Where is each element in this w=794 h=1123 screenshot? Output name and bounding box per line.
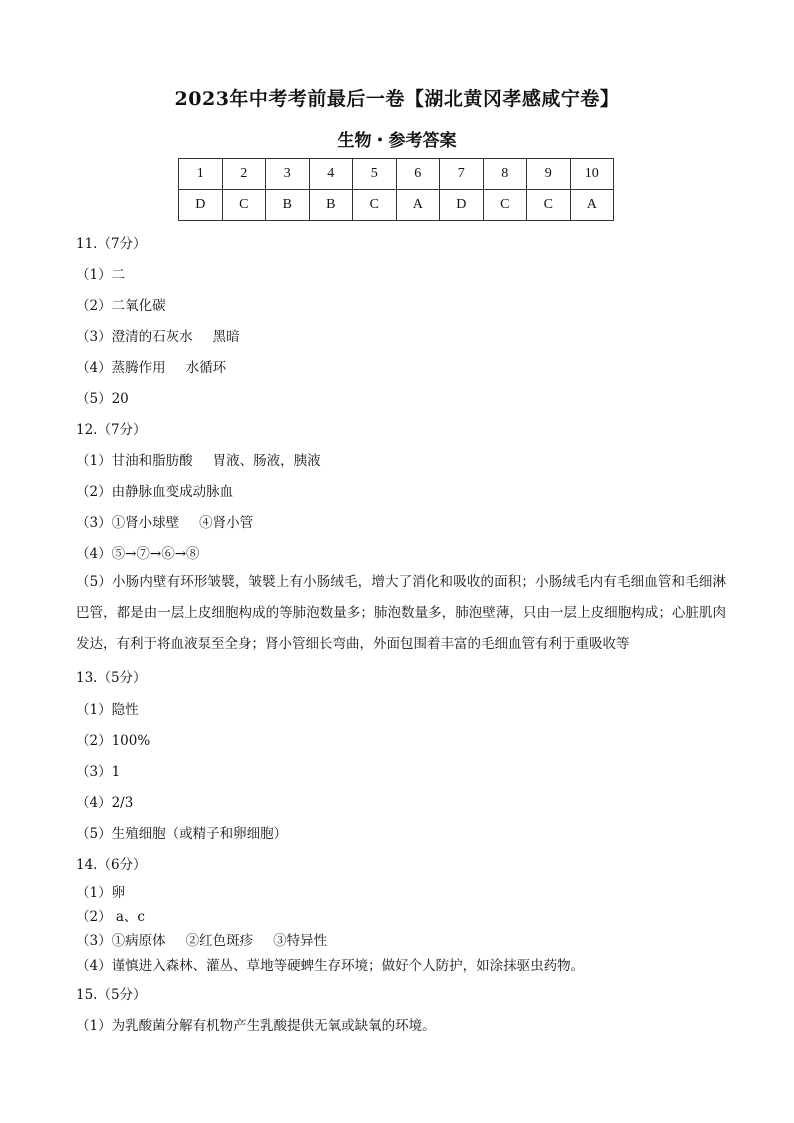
q14-answer-3c: ③特异性	[273, 933, 328, 949]
q12-answer-3b: ④肾小管	[199, 515, 254, 531]
q14-answer-3b: ②红色斑疹	[185, 933, 254, 949]
answer-cell: C	[483, 190, 527, 221]
question-number: 3	[266, 159, 310, 190]
answer-cell: B	[266, 190, 310, 221]
q13-answer-3: （3）1	[76, 764, 121, 780]
page-title: 2023年中考考前最后一卷【湖北黄冈孝感咸宁卷】	[174, 88, 620, 110]
answer-table	[178, 158, 614, 221]
question-number: 6	[396, 159, 440, 190]
q11-answer-5: （5）20	[76, 391, 129, 407]
answer-table-number-row	[179, 159, 614, 190]
q13-heading: 13.（5分）	[76, 670, 147, 686]
q12-answer-3	[76, 511, 253, 531]
question-number: 2	[222, 159, 266, 190]
answer-cell: C	[353, 190, 397, 221]
q15-answer-1: （1）为乳酸菌分解有机物产生乳酸提供无氧或缺氧的环境。	[76, 1018, 436, 1034]
q13-answer-4: （4）2/3	[76, 795, 134, 811]
question-number: 10	[570, 159, 614, 190]
q14-answer-3	[76, 929, 327, 949]
q12-answer-2: （2）由静脉血变成动脉血	[76, 484, 234, 500]
answer-table-answer-row	[179, 190, 614, 221]
q11-answer-3	[76, 325, 240, 345]
answer-cell: C	[527, 190, 571, 221]
question-number: 1	[179, 159, 223, 190]
answer-cell: B	[309, 190, 353, 221]
q13-answer-1: （1）隐性	[76, 702, 139, 718]
answer-cell: A	[570, 190, 614, 221]
q12-answer-3a: （3）①肾小球壁	[76, 515, 180, 531]
q13-answer-5: （5）生殖细胞（或精子和卵细胞）	[76, 826, 288, 842]
q12-answer-1a: （1）甘油和脂肪酸	[76, 453, 193, 469]
answer-cell: D	[440, 190, 484, 221]
q14-heading: 14.（6分）	[76, 857, 147, 873]
question-number: 7	[440, 159, 484, 190]
page-subtitle: 生物・参考答案	[337, 131, 457, 151]
q11-heading: 11.（7分）	[76, 236, 147, 252]
q11-answer-3b: 黑暗	[212, 329, 240, 345]
q11-answer-4a: （4）蒸腾作用	[76, 360, 166, 376]
q14-answer-4: （4）谨慎进入森林、灌丛、草地等硬蜱生存环境；做好个人防护，如涂抹驱虫药物。	[76, 958, 585, 974]
q12-heading: 12.（7分）	[76, 422, 147, 438]
answer-cell: C	[222, 190, 266, 221]
q13-answer-2: （2）100%	[76, 733, 151, 749]
q14-answer-1: （1）卵	[76, 885, 126, 901]
q12-answer-1	[76, 449, 321, 469]
q12-answer-4: （4）⑤→⑦→⑥→⑧	[76, 546, 200, 562]
question-number: 9	[527, 159, 571, 190]
q11-answer-4b: 水循环	[185, 360, 227, 376]
q12-answer-5: （5）小肠内壁有环形皱襞，皱襞上有小肠绒毛，增大了消化和吸收的面积；小肠绒毛内有毛细血管和毛细淋巴管，都是由一层上皮细胞构成的等肺泡数量多；肺泡数量多，肺泡壁薄，只由一层上皮细胞构成；心脏肌肉发达，有利于将血液泵至全身；肾小管细长弯曲，外面包围着丰富的毛细血管有利于重吸收等	[76, 574, 726, 652]
q12-answer-1b: 胃液、肠液，胰液	[212, 453, 321, 469]
answer-cell: D	[179, 190, 223, 221]
answer-cell: A	[396, 190, 440, 221]
q14-answer-2: （2） a、c	[76, 909, 145, 925]
question-number: 4	[309, 159, 353, 190]
q11-answer-1: （1）二	[76, 267, 126, 283]
q11-answer-3a: （3）澄清的石灰水	[76, 329, 193, 345]
q15-heading: 15.（5分）	[76, 987, 147, 1003]
q14-answer-3a: （3）①病原体	[76, 933, 166, 949]
question-number: 5	[353, 159, 397, 190]
q11-answer-4	[76, 356, 226, 376]
question-number: 8	[483, 159, 527, 190]
q11-answer-2: （2）二氧化碳	[76, 298, 166, 314]
